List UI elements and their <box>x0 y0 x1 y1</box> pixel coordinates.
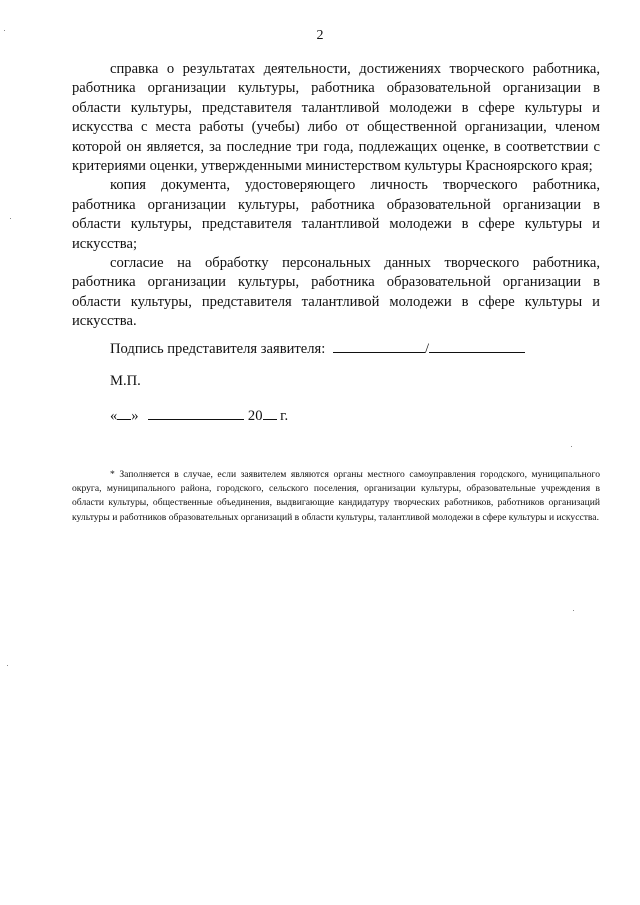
date-open-quote: « <box>110 408 118 424</box>
signature-label: Подпись представителя заявителя: <box>110 341 326 357</box>
date-line <box>110 405 288 425</box>
scan-speck <box>7 665 8 666</box>
paragraph-certificate: справка о результатах деятельности, достижениях творческого работника, работника организации культуры, работника образовательной организации в области культуры, представителя талантливой молодежи в сфере культуры и искусства с места работы (учебы) либо от общественной организации, членом которой он является, за последние три года, подлежащих оценке, в соответствии с критериями оценки, утвержденными министерством культуры Красноярского края; <box>72 61 600 175</box>
scan-speck <box>10 218 11 219</box>
year-suffix: г. <box>280 408 289 424</box>
paragraph-id-copy: копия документа, удостоверяющего личность творческого работника, работника организации культуры, работника образовательной организации в области культуры, представителя талантливой молодежи в сфере культуры и искусства; <box>72 177 600 252</box>
scan-speck <box>4 30 5 31</box>
signature-line <box>110 338 525 358</box>
stamp-placeholder: М.П. <box>110 373 141 389</box>
signature-name-blank[interactable] <box>429 338 525 353</box>
scan-speck <box>573 610 574 611</box>
year-blank[interactable] <box>263 405 277 420</box>
scan-speck <box>571 446 572 447</box>
date-close-quote: » <box>131 408 139 424</box>
day-blank[interactable] <box>117 405 131 420</box>
page-number: 2 <box>316 28 324 43</box>
footnote: * Заполняется в случае, если заявителем являются органы местного самоуправления городского, муниципального округа, муниципального района, городского, сельского поселения, организации культуры, образовательные учреждения в области культуры, общественные объединения, выдвигающие кандидатуру творческих работников, работников организаций культуры и работников образовательных организаций в области культуры, талантливой молодежи в сфере культуры и искусства. <box>72 469 600 523</box>
month-blank[interactable] <box>148 405 244 420</box>
document-body <box>72 60 600 332</box>
signature-separator: / <box>425 341 430 357</box>
signature-blank[interactable] <box>333 338 425 353</box>
paragraph-consent: согласие на обработку персональных данных творческого работника, работника организации культуры, работника образовательной организации в области культуры, представителя талантливой молодежи в сфере культуры и искусства. <box>72 255 600 330</box>
year-prefix: 20 <box>247 408 263 424</box>
